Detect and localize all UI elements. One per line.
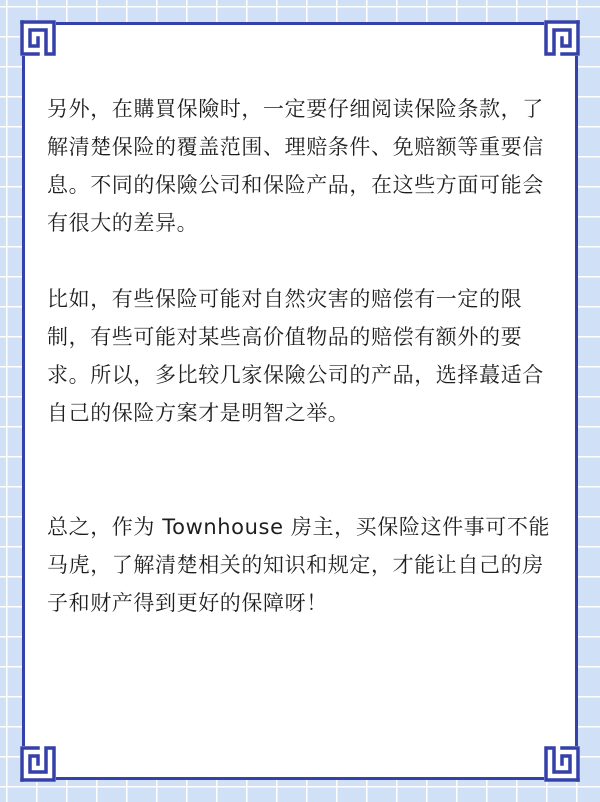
article-body bbox=[47, 90, 559, 622]
corner-ornament-icon bbox=[20, 20, 56, 56]
corner-ornament-icon bbox=[20, 746, 56, 782]
paragraph-conclusion: 总之，作为 Townhouse 房主，买保险这件事可不能马虎，了解清楚相关的知识和规定，才能让自己的房子和财产得到更好的保障呀！ bbox=[47, 515, 551, 615]
corner-ornament-icon bbox=[544, 746, 580, 782]
paragraph-insurance-terms: 另外，在購買保險时，一定要仔细阅读保险条款，了解清楚保险的覆盖范围、理赔条件、免赔额等重要信息。不同的保險公司和保险产品，在这些方面可能会有很大的差异。 bbox=[47, 97, 544, 235]
paragraph-coverage-examples: 比如，有些保险可能对自然灾害的赔偿有一定的限制，有些可能对某些高价值物品的赔偿有额外的要求。所以，多比较几家保險公司的产品，选择蕞适合自己的保险方案才是明智之举。 bbox=[47, 287, 544, 425]
corner-ornament-icon bbox=[544, 20, 580, 56]
